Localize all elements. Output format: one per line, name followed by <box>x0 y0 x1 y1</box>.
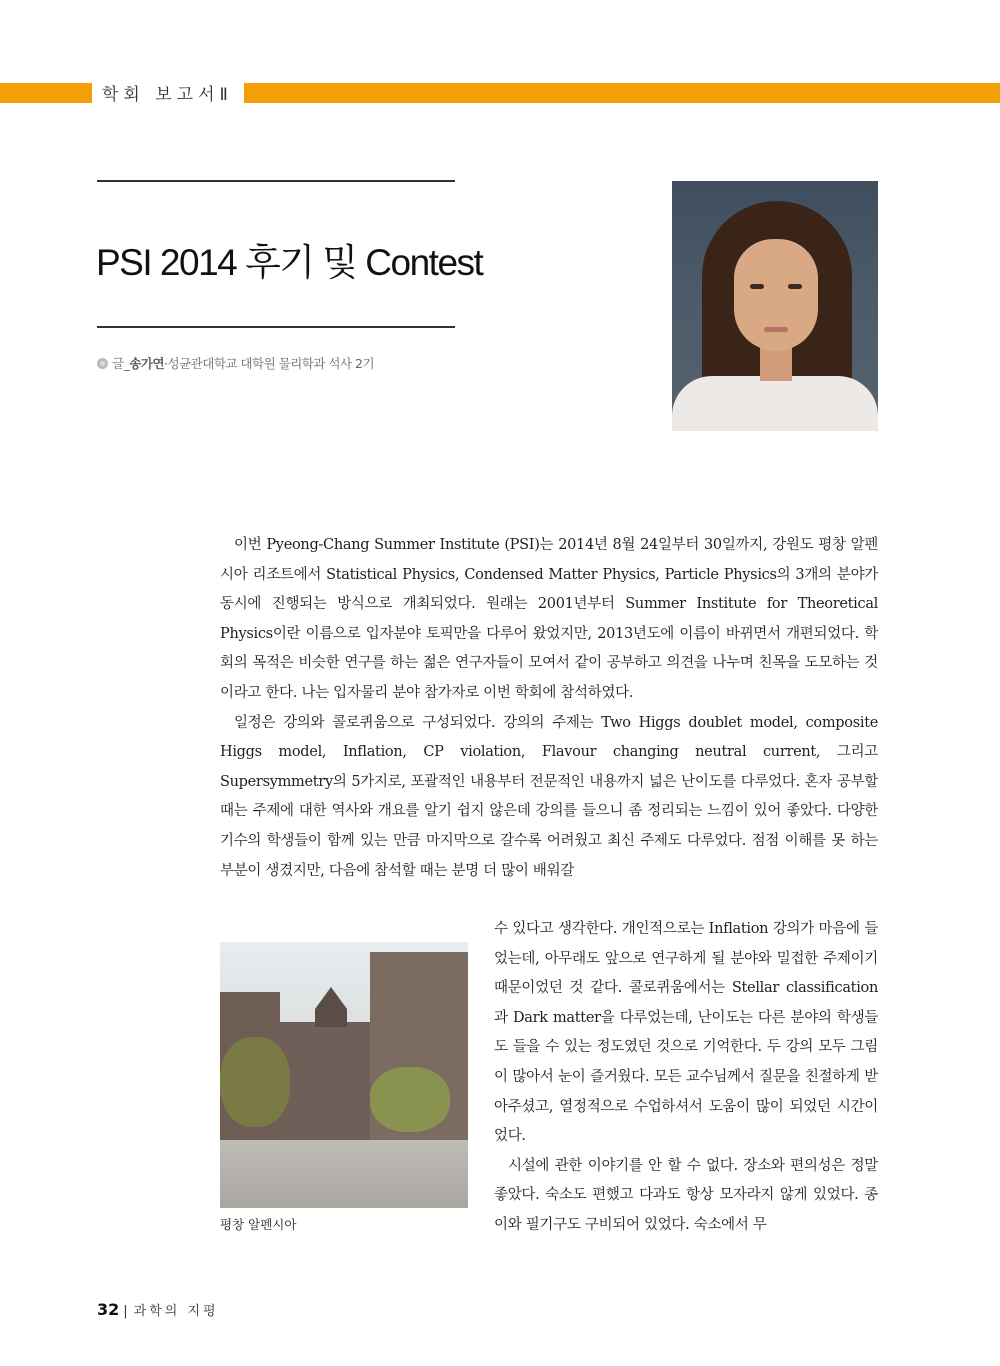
photo-tree-right <box>370 1067 450 1132</box>
portrait-shirt <box>672 376 878 431</box>
paragraph: 수 있다고 생각한다. 개인적으로는 Inflation 강의가 마음에 들었는데, 아무래도 앞으로 연구하게 될 분야와 밀접한 주제이기 때문이었던 것 같다. 콜로퀴움에서는 Stellar classification과 Dark matter을 다루었는데, 난이도는 다른 분야의 학생들도 들을 수 있는 정도였던 것으로 기억한다. 두 강의 모두 그림이 많아서 눈이 즐거웠다. 모든 교수님께서 질문을 친절하게 받아주셨고, 열정적으로 수업하셔서 도움이 많이 되었던 시간이었다. <box>494 921 878 1145</box>
portrait-eye-right <box>788 284 802 289</box>
byline-affiliation: ·성균관대학교 대학원 물리학과 석사 2기 <box>164 356 375 371</box>
article-title: PSI 2014 후기 및 Contest <box>96 242 483 283</box>
magazine-name: 과학의 지평 <box>133 1304 219 1319</box>
paragraph: 일정은 강의와 콜로퀴움으로 구성되었다. 강의의 주제는 Two Higgs doublet model, composite Higgs model, Inflation, CP violation, Flavour changing neutral current, 그리고 Supersymmetry의 5가지로, 포괄적인 내용부터 전문적인 내용까지 넓은 난이도를 다루었다. 혼자 공부할 때는 주제에 대한 역사와 개요를 알기 쉽지 않은데 강의를 들으니 좀 정리되는 느낌이 있어 좋았다. 다양한 기수의 학생들이 함께 있는 만큼 마지막으로 갈수록 어려웠고 최신 주제도 다루었다. 점점 이해를 못 하는 부분이 생겼지만, 다음에 참석할 때는 분명 더 많이 배워갈 <box>220 714 878 879</box>
byline-prefix: 글_ <box>112 356 130 371</box>
photo-tower <box>315 987 347 1027</box>
title-rule-top <box>97 180 455 182</box>
page-footer <box>97 1300 219 1319</box>
title-rule-bottom <box>97 326 455 328</box>
photo-road <box>220 1140 468 1208</box>
resort-photo <box>220 942 468 1208</box>
paragraph: 시설에 관한 이야기를 안 할 수 없다. 장소와 편의성은 정말 좋았다. 숙소도 편했고 다과도 항상 모자라지 않게 있었다. 종이와 필기구도 구비되어 있었다. 숙소에서 무 <box>494 1157 878 1233</box>
page-number: 32 <box>97 1300 120 1319</box>
section-label: 학회 보고서Ⅱ <box>102 85 233 105</box>
footer-separator: | <box>123 1304 128 1319</box>
header-band-right <box>244 83 1000 103</box>
photo-caption: 평창 알펜시아 <box>220 1217 297 1232</box>
portrait-mouth <box>764 327 788 332</box>
header-band-left <box>0 83 92 103</box>
byline-author: 송가연 <box>129 356 165 371</box>
author-portrait <box>672 181 878 431</box>
bullet-icon <box>97 358 108 369</box>
paragraph: 이번 Pyeong-Chang Summer Institute (PSI)는 2014년 8월 24일부터 30일까지, 강원도 평창 알펜시아 리조트에서 Statistical Physics, Condensed Matter Physics, Particle Physics의 3개의 분야가 동시에 진행되는 방식으로 개최되었다. 원래는 2001년부터 Summer Institute for Theoretical Physics이란 이름으로 입자분야 토픽만을 다루어 왔었지만, 2013년도에 이름이 바뀌면서 개편되었다. 학회의 목적은 비슷한 연구를 하는 젊은 연구자들이 모여서 같이 공부하고 의견을 나누며 친목을 도모하는 것이라고 한다. 나는 입자물리 분야 참가자로 이번 학회에 참석하였다. <box>220 537 878 701</box>
portrait-eye-left <box>750 284 764 289</box>
byline <box>97 354 374 372</box>
article-body-full <box>220 531 878 886</box>
portrait-face <box>734 239 818 351</box>
photo-building-right <box>370 952 468 1167</box>
article-body-right <box>494 915 878 1241</box>
photo-tree-left <box>220 1037 290 1127</box>
